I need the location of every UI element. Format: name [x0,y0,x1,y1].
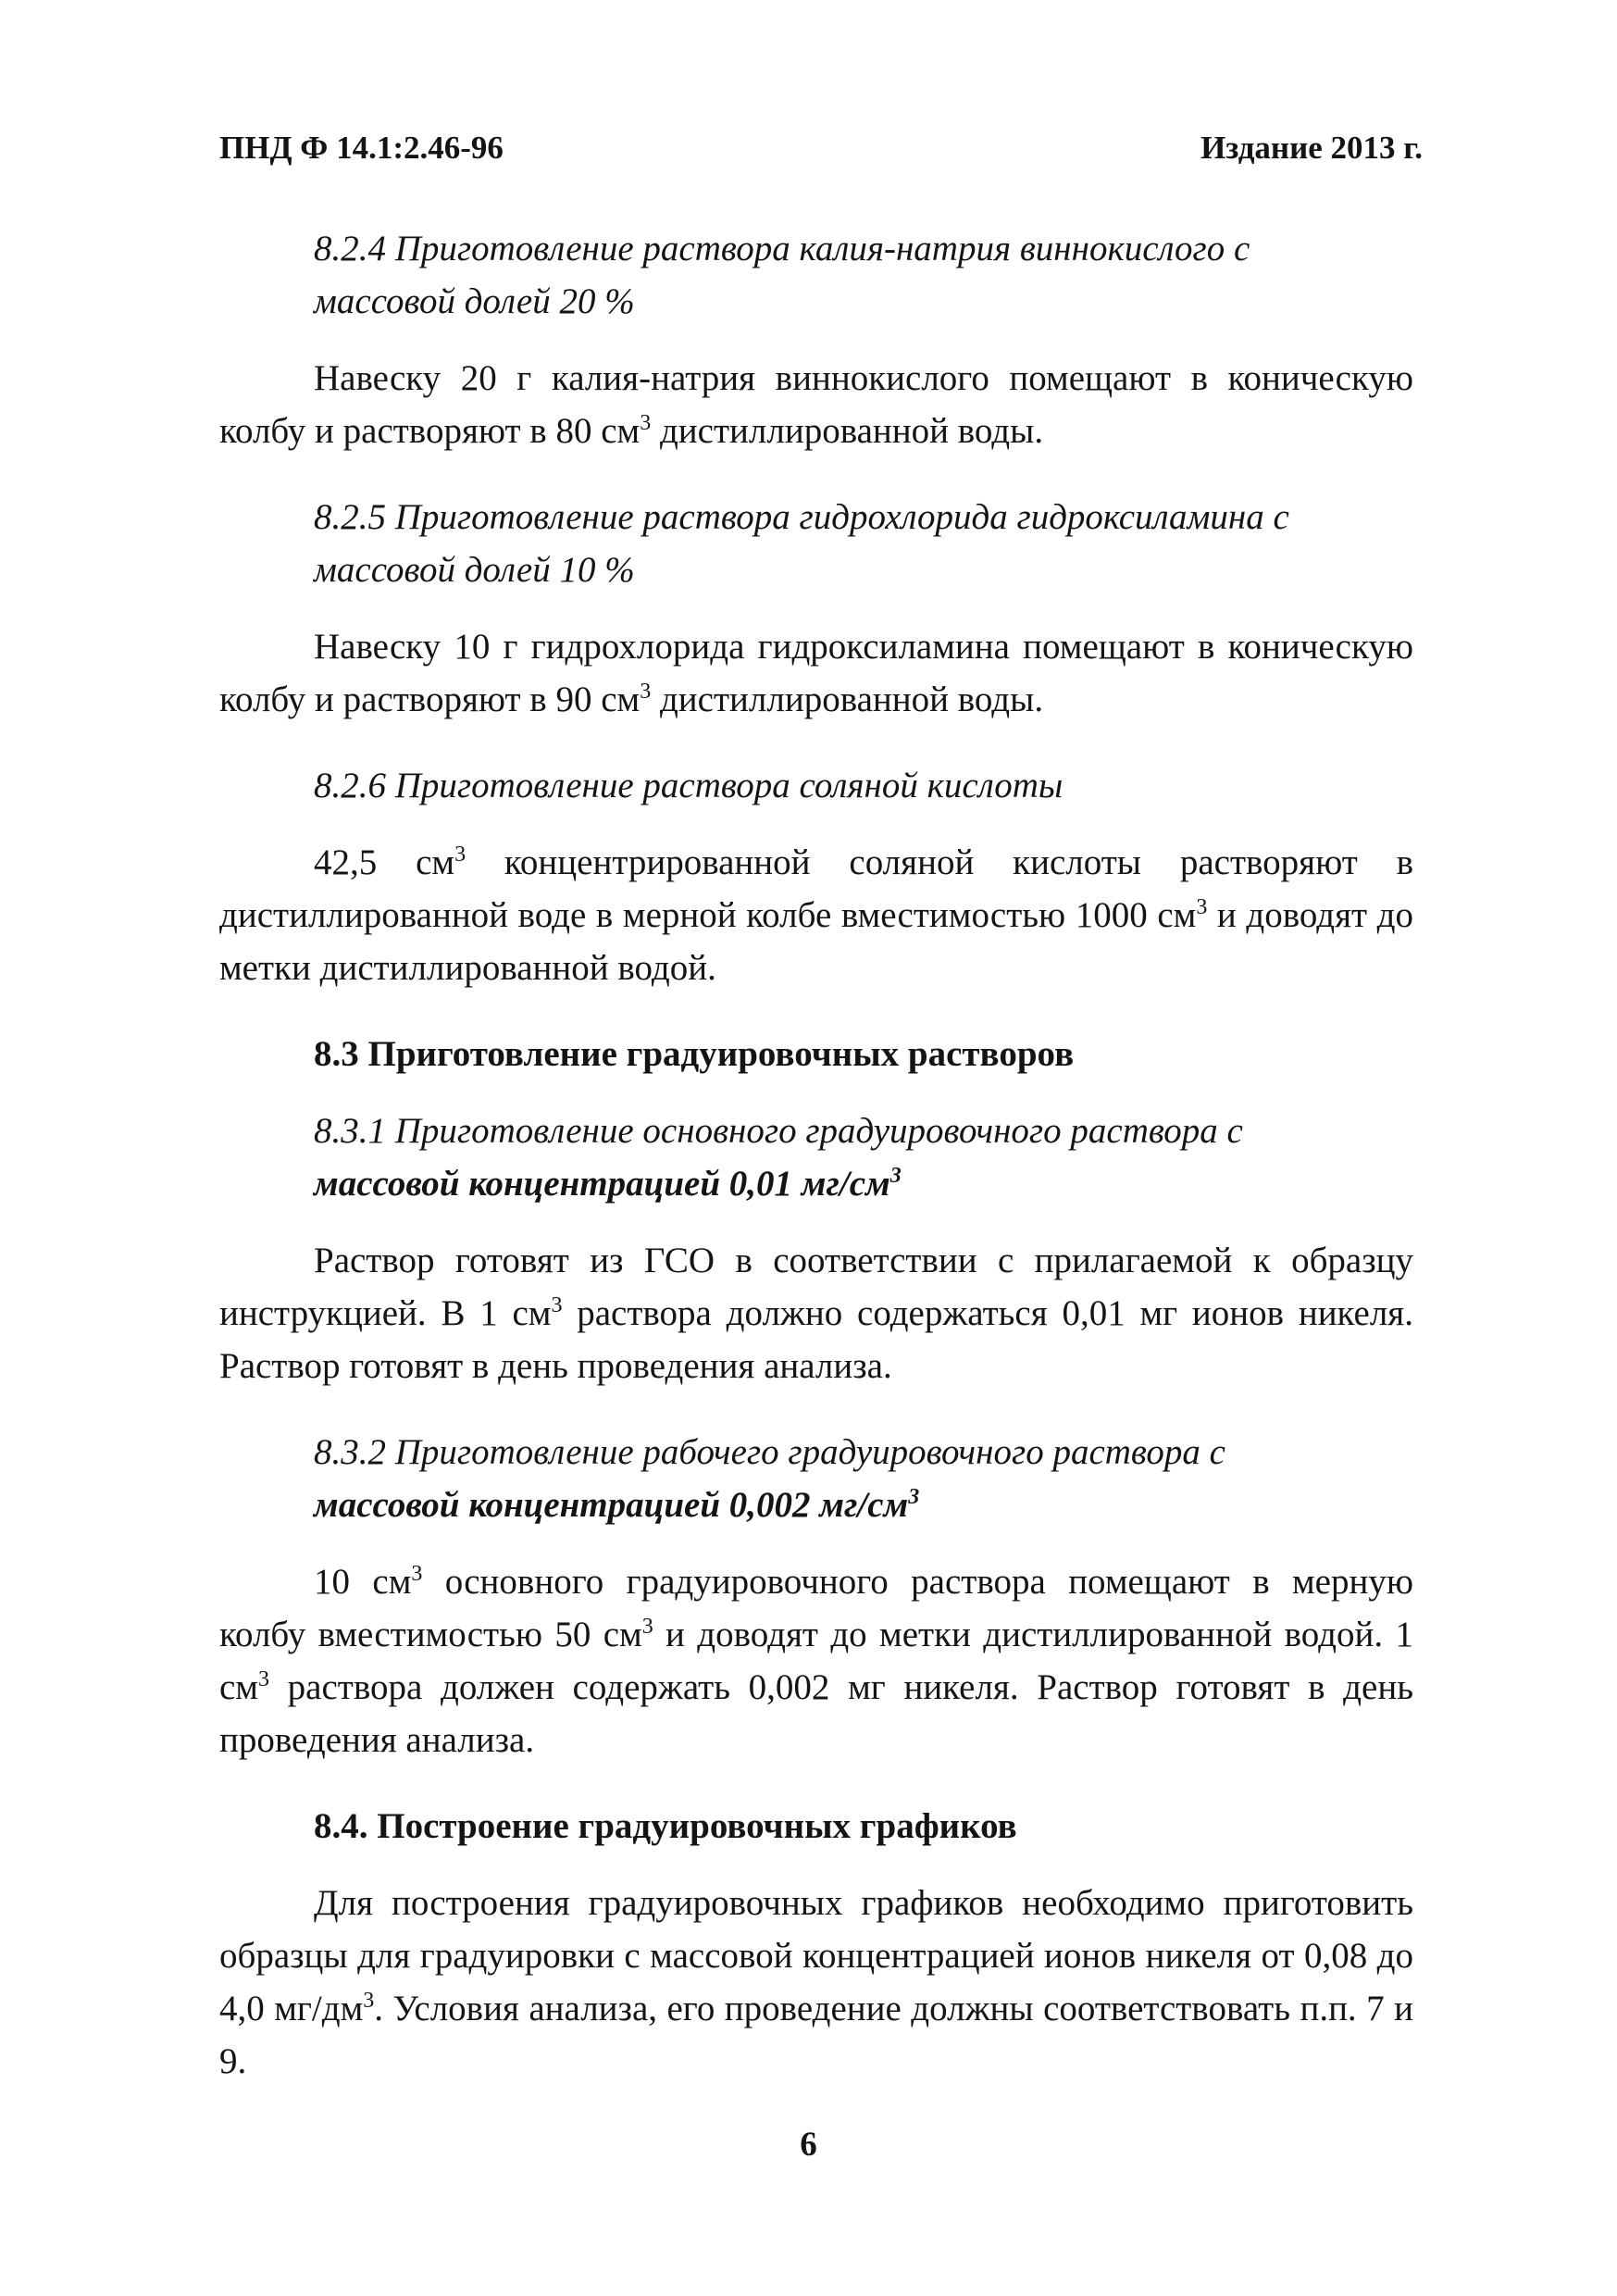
paragraph-text: основного градуировочного раствора помещают в мерную колбу вместимостью 50 см [219,1562,1413,1654]
document-code: ПНД Ф 14.1:2.46-96 [219,130,504,166]
superscript: 3 [454,842,466,867]
paragraph-8-2-6 [219,836,1413,994]
superscript: 3 [640,680,652,704]
heading-line: 8.2.4 Приготовление раствора калия-натрия виннокислого с [314,229,1250,268]
paragraph-text: и доводят до метки дистиллированной водой. [219,895,1413,988]
paragraph-text: 10 см [314,1562,412,1602]
subsection-heading-8-2-6 [219,759,1413,812]
paragraph-text: и доводят до метки дистиллированной водой. 1 см [219,1615,1414,1707]
section-heading-8-4 [219,1800,1413,1853]
heading-line: массовой долей 10 % [314,550,635,590]
page-header [219,130,1423,176]
paragraph-text: Навеску 20 г калия-натрия виннокислого помещают в коническую колбу и растворяют в 80 см [219,358,1413,451]
paragraph-8-3-1 [219,1234,1413,1392]
heading-line: 8.4. Построение градуировочных графиков [314,1806,1017,1846]
superscript: 3 [640,411,652,435]
page-content [219,222,1413,2121]
paragraph-text: дистиллированной воды. [651,680,1044,719]
subsection-heading-8-3-2 [219,1426,1413,1531]
superscript: 3 [908,1485,920,1509]
superscript: 3 [258,1667,269,1691]
heading-line: 8.3.2 Приготовление рабочего градуировочного раствора с [314,1432,1225,1472]
paragraph-8-4 [219,1877,1413,2088]
paragraph-text: Для построения градуировочных графиков необходимо приготовить образцы для градуировки с массовой концентрацией ионов никеля от 0,08 до 4,0 мг/дм [219,1883,1413,2028]
paragraph-text: Навеску 10 г гидрохлорида гидроксиламина помещают в коническую колбу и растворяют в 90 см [219,627,1413,719]
superscript: 3 [551,1293,563,1317]
subsection-heading-8-2-4 [219,222,1413,328]
heading-line: 8.2.6 Приготовление раствора соляной кислоты [314,766,1063,805]
superscript: 3 [1196,895,1208,919]
heading-line: массовой концентрацией 0,002 мг/см [314,1485,909,1525]
subsection-heading-8-3-1 [219,1104,1413,1210]
paragraph-text: раствора должно содержаться 0,01 мг ионов никеля. Раствор готовят в день проведения анализа. [219,1293,1413,1386]
paragraph-text: . Условия анализа, его проведение должны соответствовать п.п. 7 и 9. [219,1989,1413,2081]
section-heading-8-3 [219,1028,1413,1080]
paragraph-text: дистиллированной воды. [651,411,1044,451]
paragraph-8-2-5 [219,620,1413,726]
edition-label: Издание 2013 г. [1200,130,1423,166]
page-number: 6 [800,2126,817,2164]
heading-line: 8.2.5 Приготовление раствора гидрохлорида гидроксиламина с [314,497,1289,537]
paragraph-8-3-2 [219,1555,1413,1766]
superscript: 3 [641,1615,653,1639]
superscript: 3 [363,1989,375,2013]
superscript: 3 [411,1562,423,1586]
heading-line: 8.3 Приготовление градуировочных растворов [314,1034,1075,1074]
paragraph-text: Раствор готовят из ГСО в соответствии с прилагаемой к образцу инструкцией. В 1 см [219,1241,1413,1333]
paragraph-text: 42,5 см [314,842,455,882]
paragraph-8-2-4 [219,352,1413,457]
heading-line: массовой долей 20 % [314,281,635,321]
paragraph-text: концентрированной соляной кислоты растворяют в дистиллированной воде в мерной колбе вместимостью 1000 см [219,842,1413,935]
subsection-heading-8-2-5 [219,491,1413,596]
heading-line: массовой концентрацией 0,01 мг/см [314,1164,890,1204]
heading-line: 8.3.1 Приготовление основного градуировочного раствора с [314,1111,1243,1151]
superscript: 3 [889,1164,902,1188]
paragraph-text: раствора должен содержать 0,002 мг никеля. Раствор готовят в день проведения анализа. [219,1667,1413,1760]
